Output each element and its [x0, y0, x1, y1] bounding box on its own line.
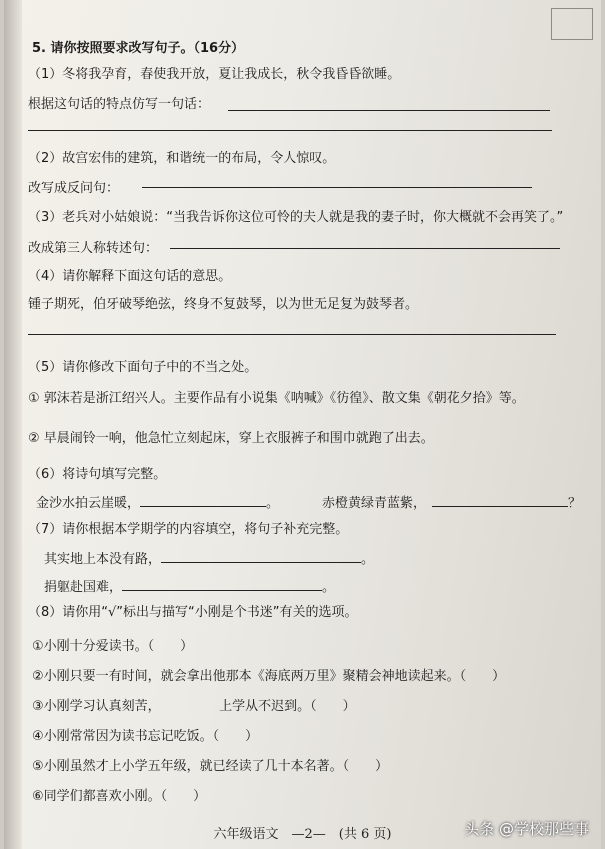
q8-sentence: （8）请你用“√”标出与描写“小刚是个书迷”有关的选项。 [28, 605, 358, 620]
q5-sentence: （5）请你修改下面句子中的不当之处。 [28, 360, 258, 375]
exam-sheet [4, 0, 601, 849]
q1-sentence: （1）冬将我孕育，春使我开放，夏让我成长，秋令我昏昏欲睡。 [28, 67, 401, 82]
q1-prompt: 根据这句话的特点仿写一句话： [28, 97, 211, 112]
q8-option-5[interactable]: ⑤小刚虽然才上小学五年级，就已经读了几十本名著。（ ） [32, 759, 389, 774]
q5-item-1: ① 郭沫若是浙江绍兴人。主要作品有小说集《呐喊》《彷徨》、散文集《朝花夕拾》等。 [28, 391, 525, 406]
q6-line-1-text: 金沙水拍云崖暖， [36, 496, 141, 511]
page-binding-shadow [4, 0, 22, 849]
q6-sep-1: 。 [266, 496, 280, 511]
q3-sentence: （3）老兵对小姑娘说：“当我告诉你这位可怜的夫人就是我的妻子时，你大概就不会再笑了。” [28, 210, 564, 225]
q6-line-2 [322, 492, 581, 513]
q1-answer-line-2[interactable] [28, 130, 552, 131]
watermark: 头条 @学校那些事 [464, 820, 589, 838]
q7-line-1-text: 其实地上本没有路， [44, 552, 162, 567]
q4-quote: 锺子期死，伯牙破琴绝弦，终身不复鼓琴，以为世无足复为鼓琴者。 [28, 297, 419, 312]
q7-line-1 [44, 548, 374, 569]
q6-blank-2[interactable] [432, 492, 568, 507]
q7-sentence: （7）请你根据本学期学的内容填空，将句子补充完整。 [28, 522, 349, 537]
q4-answer-line[interactable] [28, 334, 556, 335]
q6-sentence: （6）将诗句填写完整。 [28, 467, 167, 482]
q8-option-2[interactable]: ②小刚只要一有时间，就会拿出他那本《海底两万里》聚精会神地读起来。（ ） [32, 669, 506, 684]
q6-line-1 [36, 492, 279, 513]
q7-blank-1[interactable] [161, 548, 361, 563]
q2-answer-line[interactable] [142, 187, 532, 188]
q1-answer-line-1[interactable] [228, 110, 550, 111]
q7-end-1: 。 [361, 552, 375, 567]
q2-sentence: （2）故宫宏伟的建筑，和谐统一的布局，令人惊叹。 [28, 151, 336, 166]
page-footer: 六年级语文 —2— (共 6 页) [213, 827, 392, 842]
q2-prompt: 改写成反问句： [28, 181, 120, 196]
q7-end-2: 。 [322, 580, 336, 595]
q6-blank-1[interactable] [140, 492, 266, 507]
q4-sentence: （4）请你解释下面这句话的意思。 [28, 269, 232, 284]
q7-line-2-text: 捐躯赴国难， [44, 580, 123, 595]
q5-item-2: ② 早晨闹铃一响，他急忙立刻起床，穿上衣服裤子和围巾就跑了出去。 [28, 431, 434, 446]
q8-option-6[interactable]: ⑥同学们都喜欢小刚。（ ） [32, 789, 207, 804]
q7-blank-2[interactable] [122, 576, 322, 591]
q8-option-3[interactable]: ③小刚学习认真刻苦， 上学从不迟到。（ ） [32, 699, 356, 714]
q3-prompt: 改成第三人称转述句： [28, 241, 159, 256]
q8-option-1[interactable]: ①小刚十分爱读书。（ ） [32, 639, 194, 654]
question-5-title: 5. 请你按照要求改写句子。（16分） [32, 41, 245, 56]
q8-option-4[interactable]: ④小刚常常因为读书忘记吃饭。（ ） [32, 729, 259, 744]
score-box [551, 8, 593, 40]
q6-line-2-text: 赤橙黄绿青蓝紫， [322, 496, 427, 511]
q3-answer-line[interactable] [170, 248, 560, 249]
q7-line-2 [44, 576, 335, 597]
q6-end-2: ？ [568, 496, 582, 511]
